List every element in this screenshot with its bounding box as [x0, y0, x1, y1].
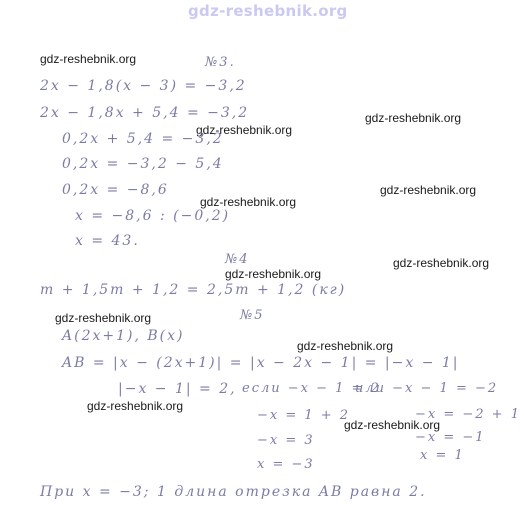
task3-line: x = 43. [75, 233, 140, 249]
watermark: gdz-reshebnik.org [55, 311, 152, 325]
task5-ab: AB = |x − (2x+1)| = |x − 2x − 1| = |−x − 1| [62, 355, 460, 371]
watermark: gdz-reshebnik.org [365, 111, 462, 125]
task5-case2-line: x = 1 [420, 448, 465, 463]
task5-case1-line: −x = 1 + 2 [257, 408, 351, 423]
task5-case1-label: если −x − 1 = 2 [242, 381, 381, 396]
task5-case1-line: x = −3 [257, 457, 315, 472]
task3-number: №3. [205, 55, 236, 70]
watermark: gdz-reshebnik.org [200, 195, 297, 209]
task3-line: 0,2x = −3,2 − 5,4 [62, 156, 224, 172]
task4-line: m + 1,5m + 1,2 = 2,5m + 1,2 (кг) [40, 282, 347, 298]
task5-case1-line: −x = 3 [257, 433, 315, 448]
watermark: gdz-reshebnik.org [344, 418, 441, 432]
watermark: gdz-reshebnik.org [380, 183, 477, 197]
task4-number: №4 [225, 252, 250, 267]
task5-number: №5 [240, 308, 265, 323]
task3-line: 0,2x = −8,6 [62, 182, 169, 198]
watermark: gdz-reshebnik.org [40, 52, 137, 66]
watermark: gdz-reshebnik.org [87, 399, 184, 413]
site-header-watermark: gdz-reshebnik.org [188, 2, 348, 20]
watermark: gdz-reshebnik.org [393, 256, 490, 270]
task5-answer: При x = −3; 1 длина отрезка AB равна 2. [40, 484, 427, 500]
watermark: gdz-reshebnik.org [297, 339, 394, 353]
watermark: gdz-reshebnik.org [196, 123, 293, 137]
task3-line: 0,2x + 5,4 = −3,2 [62, 131, 224, 147]
task3-line: 2x − 1,8x + 5,4 = −3,2 [40, 105, 250, 121]
task5-case2-label: или −x − 1 = −2 [355, 381, 499, 396]
watermark: gdz-reshebnik.org [225, 267, 322, 281]
task5-case2-line: −x = −2 + 1 [415, 407, 521, 422]
task5-points: A(2x+1), B(x) [62, 328, 185, 344]
task3-line: 2x − 1,8(x − 3) = −3,2 [40, 78, 247, 94]
task5-equation: |−x − 1| = 2, [118, 381, 237, 397]
task5-case2-line: −x = −1 [415, 430, 486, 445]
task3-line: x = −8,6 : (−0,2) [75, 208, 231, 224]
